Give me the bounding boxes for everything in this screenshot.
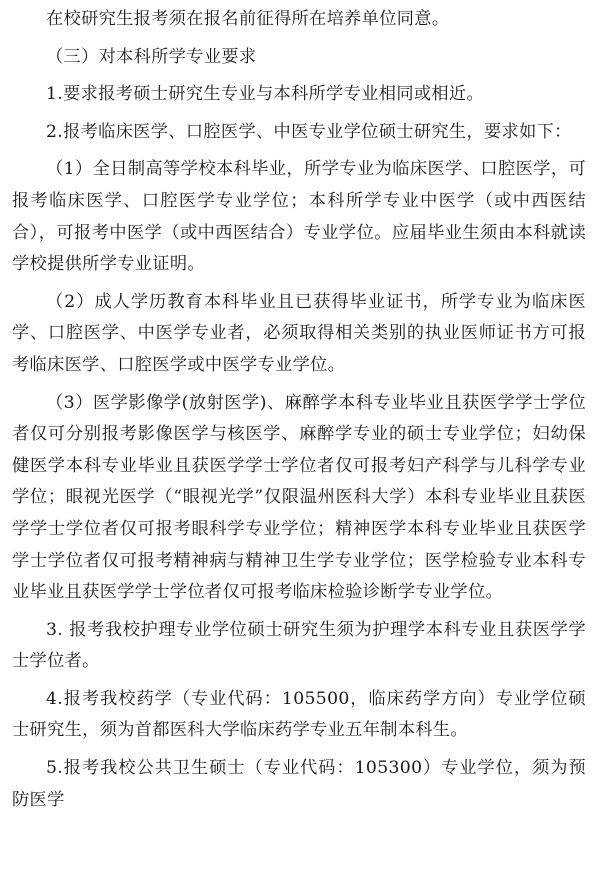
paragraph-item-1: 1.要求报考硕士研究生专业与本科所学专业相同或相近。 xyxy=(46,84,485,105)
paragraph-item-5: 5.报考我校公共卫生硕士（专业代码：105300）专业学位，须为预防医学 xyxy=(12,758,586,810)
section-heading-major-requirements: （三）对本科所学专业要求 xyxy=(46,46,257,67)
paragraph-subitem-2: （2）成人学历教育本科毕业且已获得毕业证书，所学专业为临床医学、口腔医学、中医学专业者，必须取得相关类别的执业医师证书方可报考临床医学、口腔医学或中医学专业学位。 xyxy=(12,291,586,375)
paragraph-item-4: 4.报考我校药学（专业代码：105500，临床药学方向）专业学位硕士研究生，须为首都医科大学临床药学专业五年制本科生。 xyxy=(12,688,586,741)
paragraph-subitem-1: （1）全日制高等学校本科毕业，所学专业为临床医学、口腔医学，可报考临床医学、口腔医学专业学位；本科所学专业中医学（或中西医结合），可报考中医学（或中西医结合）专业学位。应届毕业生须由本科就读学校提供所学专业证明。 xyxy=(12,159,586,275)
paragraph-subitem-3: （3）医学影像学(放射医学)、麻醉学本科专业毕业且获医学学士学位者仅可分别报考影像医学与核医学、麻醉学专业的硕士专业学位；妇幼保健医学本科专业毕业且获医学学士学位者仅可报考妇产科学与儿科学专业学位；眼视光医学（“眼视光学”仅限温州医科大学）本科专业毕业且获医学学士学位者仅可报考眼科学专业学位；精神医学本科专业毕业且获医学学士学位者仅可报考精神病与精神卫生学专业学位；医学检验专业本科专业毕业且获医学学士学位者仅可报考临床检验诊断学专业学位。 xyxy=(12,392,586,603)
paragraph-item-3: 3. 报考我校护理专业学位硕士研究生须为护理学本科专业且获医学学士学位者。 xyxy=(12,619,586,672)
paragraph-item-2: 2.报考临床医学、口腔医学、中医专业学位硕士研究生，要求如下： xyxy=(46,121,572,142)
paragraph-approval: 在校研究生报考须在报名前征得所在培养单位同意。 xyxy=(46,9,450,29)
